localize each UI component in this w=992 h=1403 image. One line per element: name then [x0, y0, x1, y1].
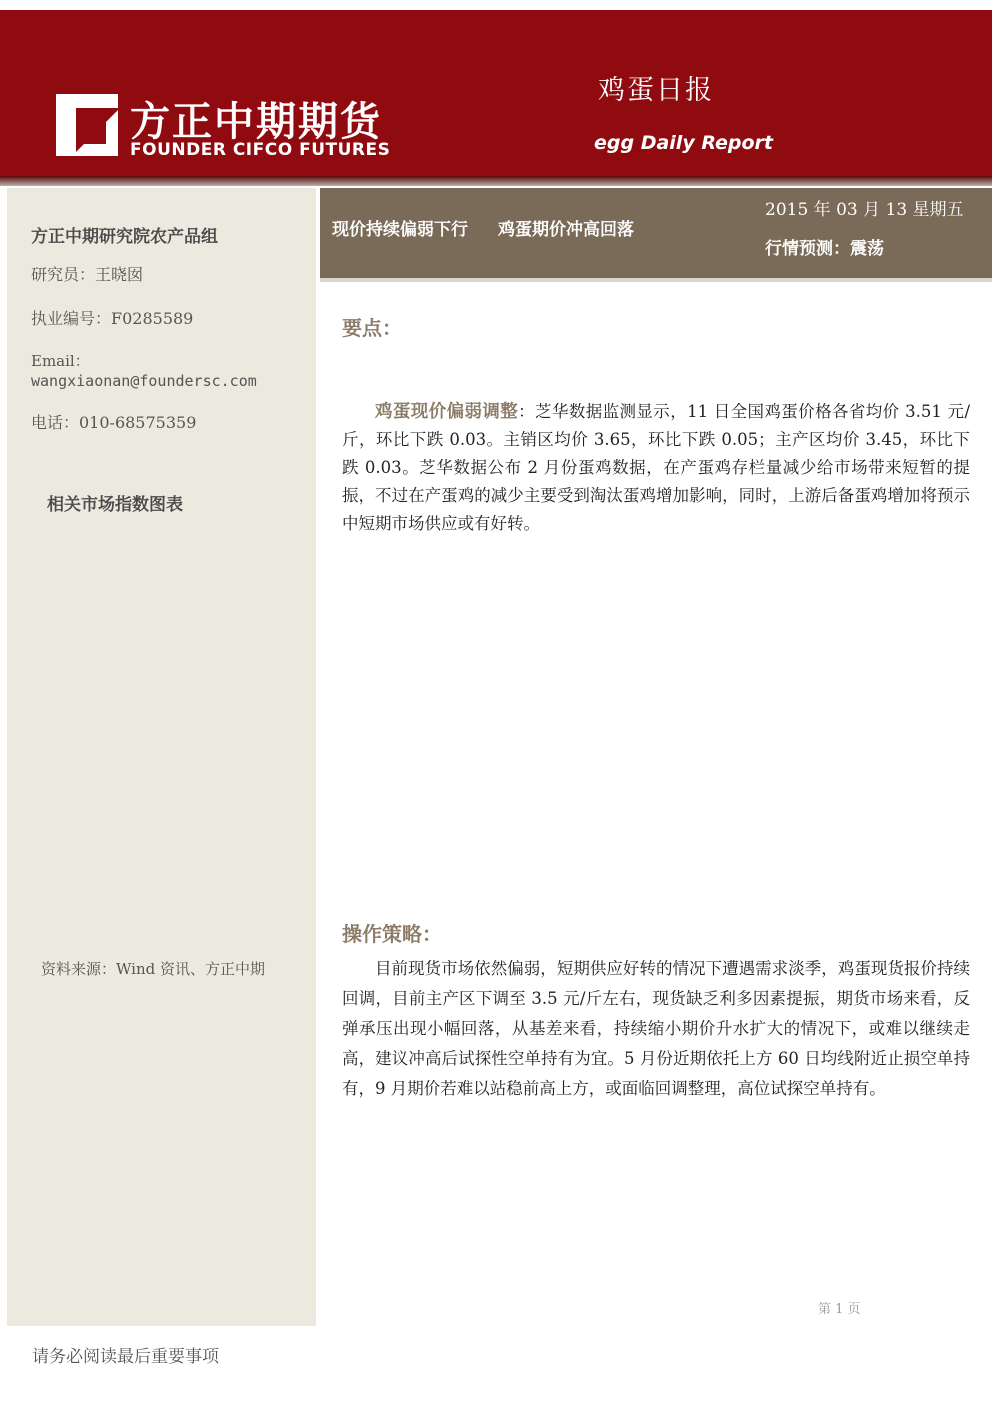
strategy-title: 操作策略： [342, 922, 442, 946]
headline-spot: 现价持续偏弱下行 [332, 220, 468, 240]
headline-futures: 鸡蛋期价冲高回落 [498, 220, 634, 240]
report-subtitle: egg Daily Report [594, 132, 773, 154]
researcher-name: 研究员：王晓囡 [31, 265, 144, 284]
company-logo-icon [56, 94, 118, 156]
sidebar [7, 188, 316, 1326]
company-name-cn: 方正中期期货 [130, 99, 382, 145]
research-group: 方正中期研究院农产品组 [31, 227, 218, 247]
disclaimer-note: 请务必阅读最后重要事项 [32, 1347, 219, 1367]
header-divider [0, 176, 992, 186]
summary-bar [320, 188, 992, 278]
summary-bar-shadow [320, 278, 992, 282]
license-number: 执业编号：F0285589 [31, 309, 194, 328]
keypoints-title: 要点： [342, 316, 402, 340]
strategy-paragraph: 目前现货市场依然偏弱，短期供应好转的情况下遭遇需求淡季，鸡蛋现货报价持续回调，目前主产区下调至 3.5 元/斤左右，现货缺乏利多因素提振，期货市场来看，反弹承压出现小幅回落，从基差来看，持续缩小期价升水扩大的情况下，或难以继续走高，建议冲高后试探性空单持有为宜。5 月份近期依托上方 60 日均线附近止损空单持有，9 月期价若难以站稳前高上方，或面临回调整理，高位试探空单持有。 [342, 959, 970, 1098]
report-header [0, 10, 992, 186]
market-forecast: 行情预测：震荡 [765, 239, 884, 259]
email-label: Email： [31, 352, 90, 370]
phone-number: 电话：010-68575359 [31, 413, 197, 432]
keypoints-paragraph [342, 398, 970, 538]
report-title: 鸡蛋日报 [598, 75, 714, 106]
keypoint-text: ：芝华数据监测显示，11 日全国鸡蛋价格各省均价 3.51 元/斤，环比下跌 0.03。主销区均价 3.65，环比下跌 0.05；主产区均价 3.45，环比下跌 0.03。芝华数据公布 2 月份蛋鸡数据，在产蛋鸡存栏量减少给市场带来短暂的提振，不过在产蛋鸡的减少主要受到淘汰蛋鸡增加影响，同时，上游后备蛋鸡增加将预示中短期市场供应或有好转。 [342, 402, 971, 533]
report-date: 2015 年 03 月 13 星期五 [765, 200, 964, 220]
company-name-en: FOUNDER CIFCO FUTURES [130, 140, 391, 160]
related-charts-heading: 相关市场指数图表 [47, 495, 183, 515]
page-number: 第 1 页 [818, 1302, 861, 1317]
email-address[interactable]: wangxiaonan@foundersc.com [31, 372, 257, 390]
data-source-note: 资料来源：Wind 资讯、方正中期 [41, 960, 265, 978]
keypoint-lead: 鸡蛋现价偏弱调整 [375, 402, 519, 422]
